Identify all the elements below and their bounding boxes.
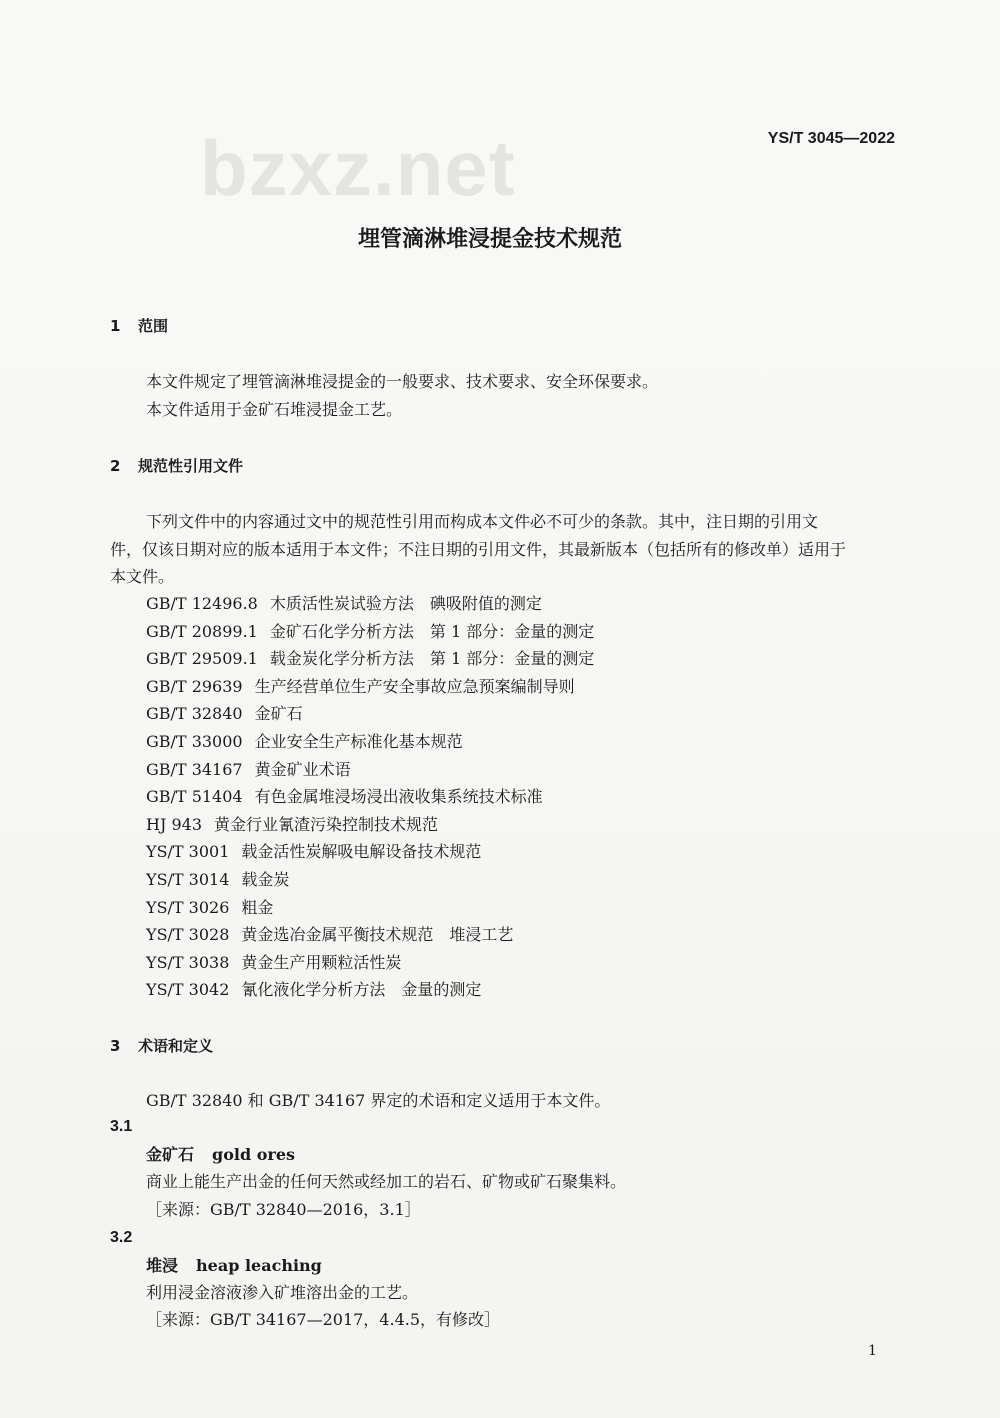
reference-title: 有色金属堆浸场浸出液收集系统技术标准 (254, 787, 543, 807)
reference-code: GB/T 32840 (146, 704, 243, 724)
term-heading (146, 1145, 295, 1165)
reference-code: GB/T 29509.1 (146, 649, 258, 669)
paragraph-line: 本文件。 (110, 567, 175, 586)
reference-item (146, 870, 289, 890)
term-heading (146, 1256, 322, 1276)
reference-item (146, 677, 575, 697)
section-number: 3 (110, 1037, 121, 1055)
term-en: gold ores (212, 1145, 295, 1164)
term-en: heap leaching (196, 1256, 322, 1275)
reference-code: YS/T 3042 (146, 980, 230, 1000)
reference-code: GB/T 33000 (146, 732, 243, 751)
section-number: 2 (110, 457, 121, 475)
reference-code: HJ 943 (146, 814, 202, 834)
reference-title: 粗金 (241, 897, 274, 917)
term-definition: 商业上能生产出金的任何天然或经加工的岩石、矿物或矿石聚集料。 (146, 1172, 627, 1191)
reference-title: 黄金矿业术语 (254, 759, 351, 779)
reference-item (146, 649, 594, 669)
reference-item (146, 842, 481, 862)
reference-title: 生产经营单位生产安全事故应急预案编制导则 (254, 676, 575, 696)
term-number: 3.1 (110, 1118, 133, 1135)
paragraph: GB/T 32840 和 GB/T 34167 界定的术语和定义适用于本文件。 (146, 1091, 611, 1110)
reference-item (146, 815, 438, 835)
reference-title: 载金活性炭解吸电解设备技术规范 (241, 842, 482, 862)
reference-code: YS/T 3028 (146, 925, 230, 945)
reference-code: YS/T 3038 (146, 952, 230, 972)
reference-title: 载金炭 (241, 870, 290, 889)
reference-code: YS/T 3026 (146, 897, 230, 917)
section-number: 1 (110, 317, 121, 335)
reference-item (146, 898, 273, 918)
reference-code: GB/T 12496.8 (146, 594, 258, 613)
term-source: ［来源：GB/T 34167—2017，4.4.5，有修改］ (146, 1310, 501, 1329)
reference-title: 金矿石化学分析方法 第 1 部分：金量的测定 (269, 621, 595, 641)
term-definition: 利用浸金溶液渗入矿堆溶出金的工艺。 (146, 1283, 419, 1302)
reference-title: 载金炭化学分析方法 第 1 部分：金量的测定 (269, 649, 595, 669)
reference-code: GB/T 34167 (146, 759, 243, 779)
reference-title: 黄金选冶金属平衡技术规范 堆浸工艺 (241, 925, 514, 945)
term-zh: 堆浸 (146, 1256, 179, 1275)
reference-item (146, 925, 513, 945)
reference-title: 企业安全生产标准化基本规范 (254, 732, 463, 751)
section-heading (110, 456, 243, 476)
reference-code: YS/T 3014 (146, 870, 230, 889)
reference-title: 黄金生产用颗粒活性炭 (241, 952, 402, 972)
section-heading (110, 1036, 213, 1056)
reference-item (146, 704, 303, 724)
paragraph-line: 件，仅该日期对应的版本适用于本文件；不注日期的引用文件，其最新版本（包括所有的修改单）适用于 (110, 540, 847, 559)
reference-item (146, 594, 542, 614)
reference-item (146, 732, 463, 752)
reference-title: 木质活性炭试验方法 碘吸附值的测定 (269, 594, 542, 613)
section-title: 术语和定义 (138, 1037, 214, 1055)
page-number: 1 (868, 1343, 877, 1359)
reference-code: GB/T 51404 (146, 787, 243, 807)
reference-item (146, 787, 543, 807)
reference-code: GB/T 29639 (146, 676, 243, 696)
section-title: 范围 (138, 317, 169, 335)
reference-code: YS/T 3001 (146, 842, 230, 862)
reference-code: GB/T 20899.1 (146, 621, 258, 641)
reference-title: 黄金行业氰渣污染控制技术规范 (214, 814, 439, 834)
paragraph: 本文件规定了埋管滴淋堆浸提金的一般要求、技术要求、安全环保要求。 (146, 372, 659, 391)
reference-item (146, 953, 401, 973)
section-title: 规范性引用文件 (138, 457, 244, 475)
reference-title: 氰化液化学分析方法 金量的测定 (241, 980, 482, 1000)
reference-item (146, 622, 594, 642)
section-heading (110, 316, 168, 336)
reference-title: 金矿石 (254, 704, 303, 724)
term-number: 3.2 (110, 1229, 133, 1246)
term-zh: 金矿石 (146, 1145, 195, 1164)
term-source: ［来源：GB/T 32840—2016，3.1］ (146, 1200, 421, 1219)
paragraph-line: 下列文件中的内容通过文中的规范性引用而构成本文件必不可少的条款。其中，注日期的引用文 (146, 512, 819, 531)
reference-item (146, 980, 481, 1000)
page-title: 埋管滴淋堆浸提金技术规范 (357, 227, 622, 252)
paragraph: 本文件适用于金矿石堆浸提金工艺。 (146, 400, 403, 419)
watermark: bzxz.net (200, 124, 516, 212)
doc-number: YS/T 3045—2022 (767, 130, 895, 147)
reference-item (146, 760, 351, 780)
